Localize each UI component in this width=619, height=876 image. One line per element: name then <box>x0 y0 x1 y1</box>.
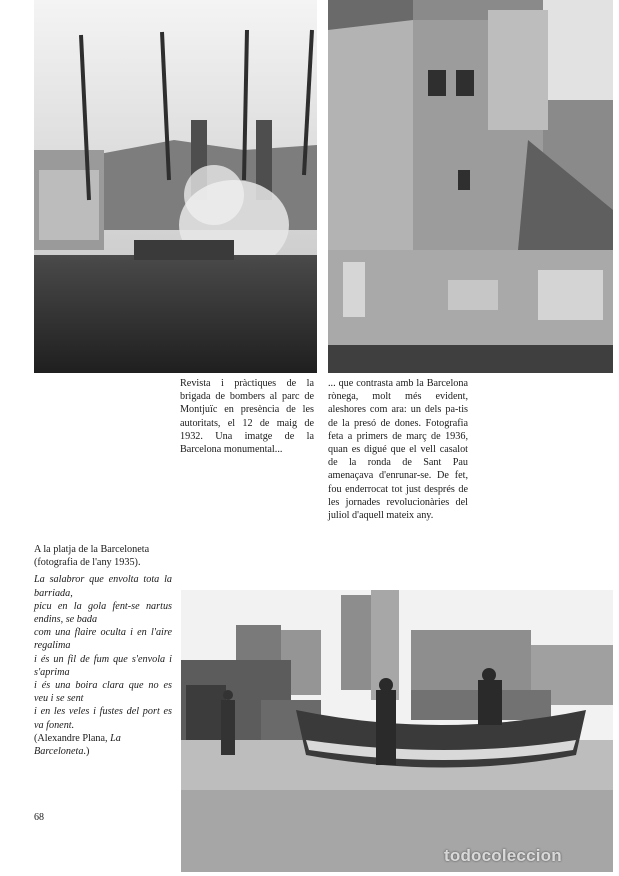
poem-line: i és una boira clara que no es veu i se sent <box>34 680 172 705</box>
photo-barceloneta-beach <box>181 590 613 872</box>
poem-line: i és un fil de fum que s'envola i s'aprima <box>34 653 172 678</box>
poem-line: i en les veles i fustes del port es va fonent. <box>34 706 172 731</box>
poem-line: com una flaire oculta i en l'aire regalima <box>34 627 172 652</box>
page-number: 68 <box>34 812 44 823</box>
photo-barceloneta-beach-image <box>181 590 613 872</box>
caption-beach: A la platja de la Barceloneta (fotografia de l'any 1935). <box>34 544 150 569</box>
poem-line: picu en la gola fent-se nartus endins, se bada <box>34 600 172 626</box>
poem-credit-author: (Alexandre Plana, <box>34 732 111 744</box>
poem-credit-work: La Barceloneta <box>34 732 121 758</box>
watermark-logo: todocoleccion <box>444 846 562 865</box>
photo-prison-courtyard <box>328 0 613 373</box>
caption-prison-courtyard: ... que contrasta amb la Barcelona rònega, molt més evident, aleshores com ara: un dels pa-tis de la presó de dones. Fotografia feta a primers de març de 1936, quan es digué que el vell casalot de la ronda de Sant Pau amenaçava d'enrunar-se. De fet, fou enderrocat tot just després de les jornades revolucionàries del juliol d'aquell mateix any. <box>328 378 468 522</box>
caption-fire-brigade: Revista i pràctiques de la brigada de bombers al parc de Montjuïc en presència de les autoritats, el 12 de maig de 1932. Una imatge de la Barcelona monumental... <box>180 378 314 456</box>
poem <box>34 573 172 731</box>
photo-fire-brigade-image <box>34 0 317 373</box>
photo-prison-courtyard-image <box>328 0 613 373</box>
poem-credit-end: .) <box>83 746 90 758</box>
poem-line: La salabror que envolta tota la barriada, <box>34 574 172 599</box>
beach-text-block <box>34 543 172 758</box>
poem-credit <box>34 732 172 758</box>
photo-fire-brigade <box>34 0 317 373</box>
